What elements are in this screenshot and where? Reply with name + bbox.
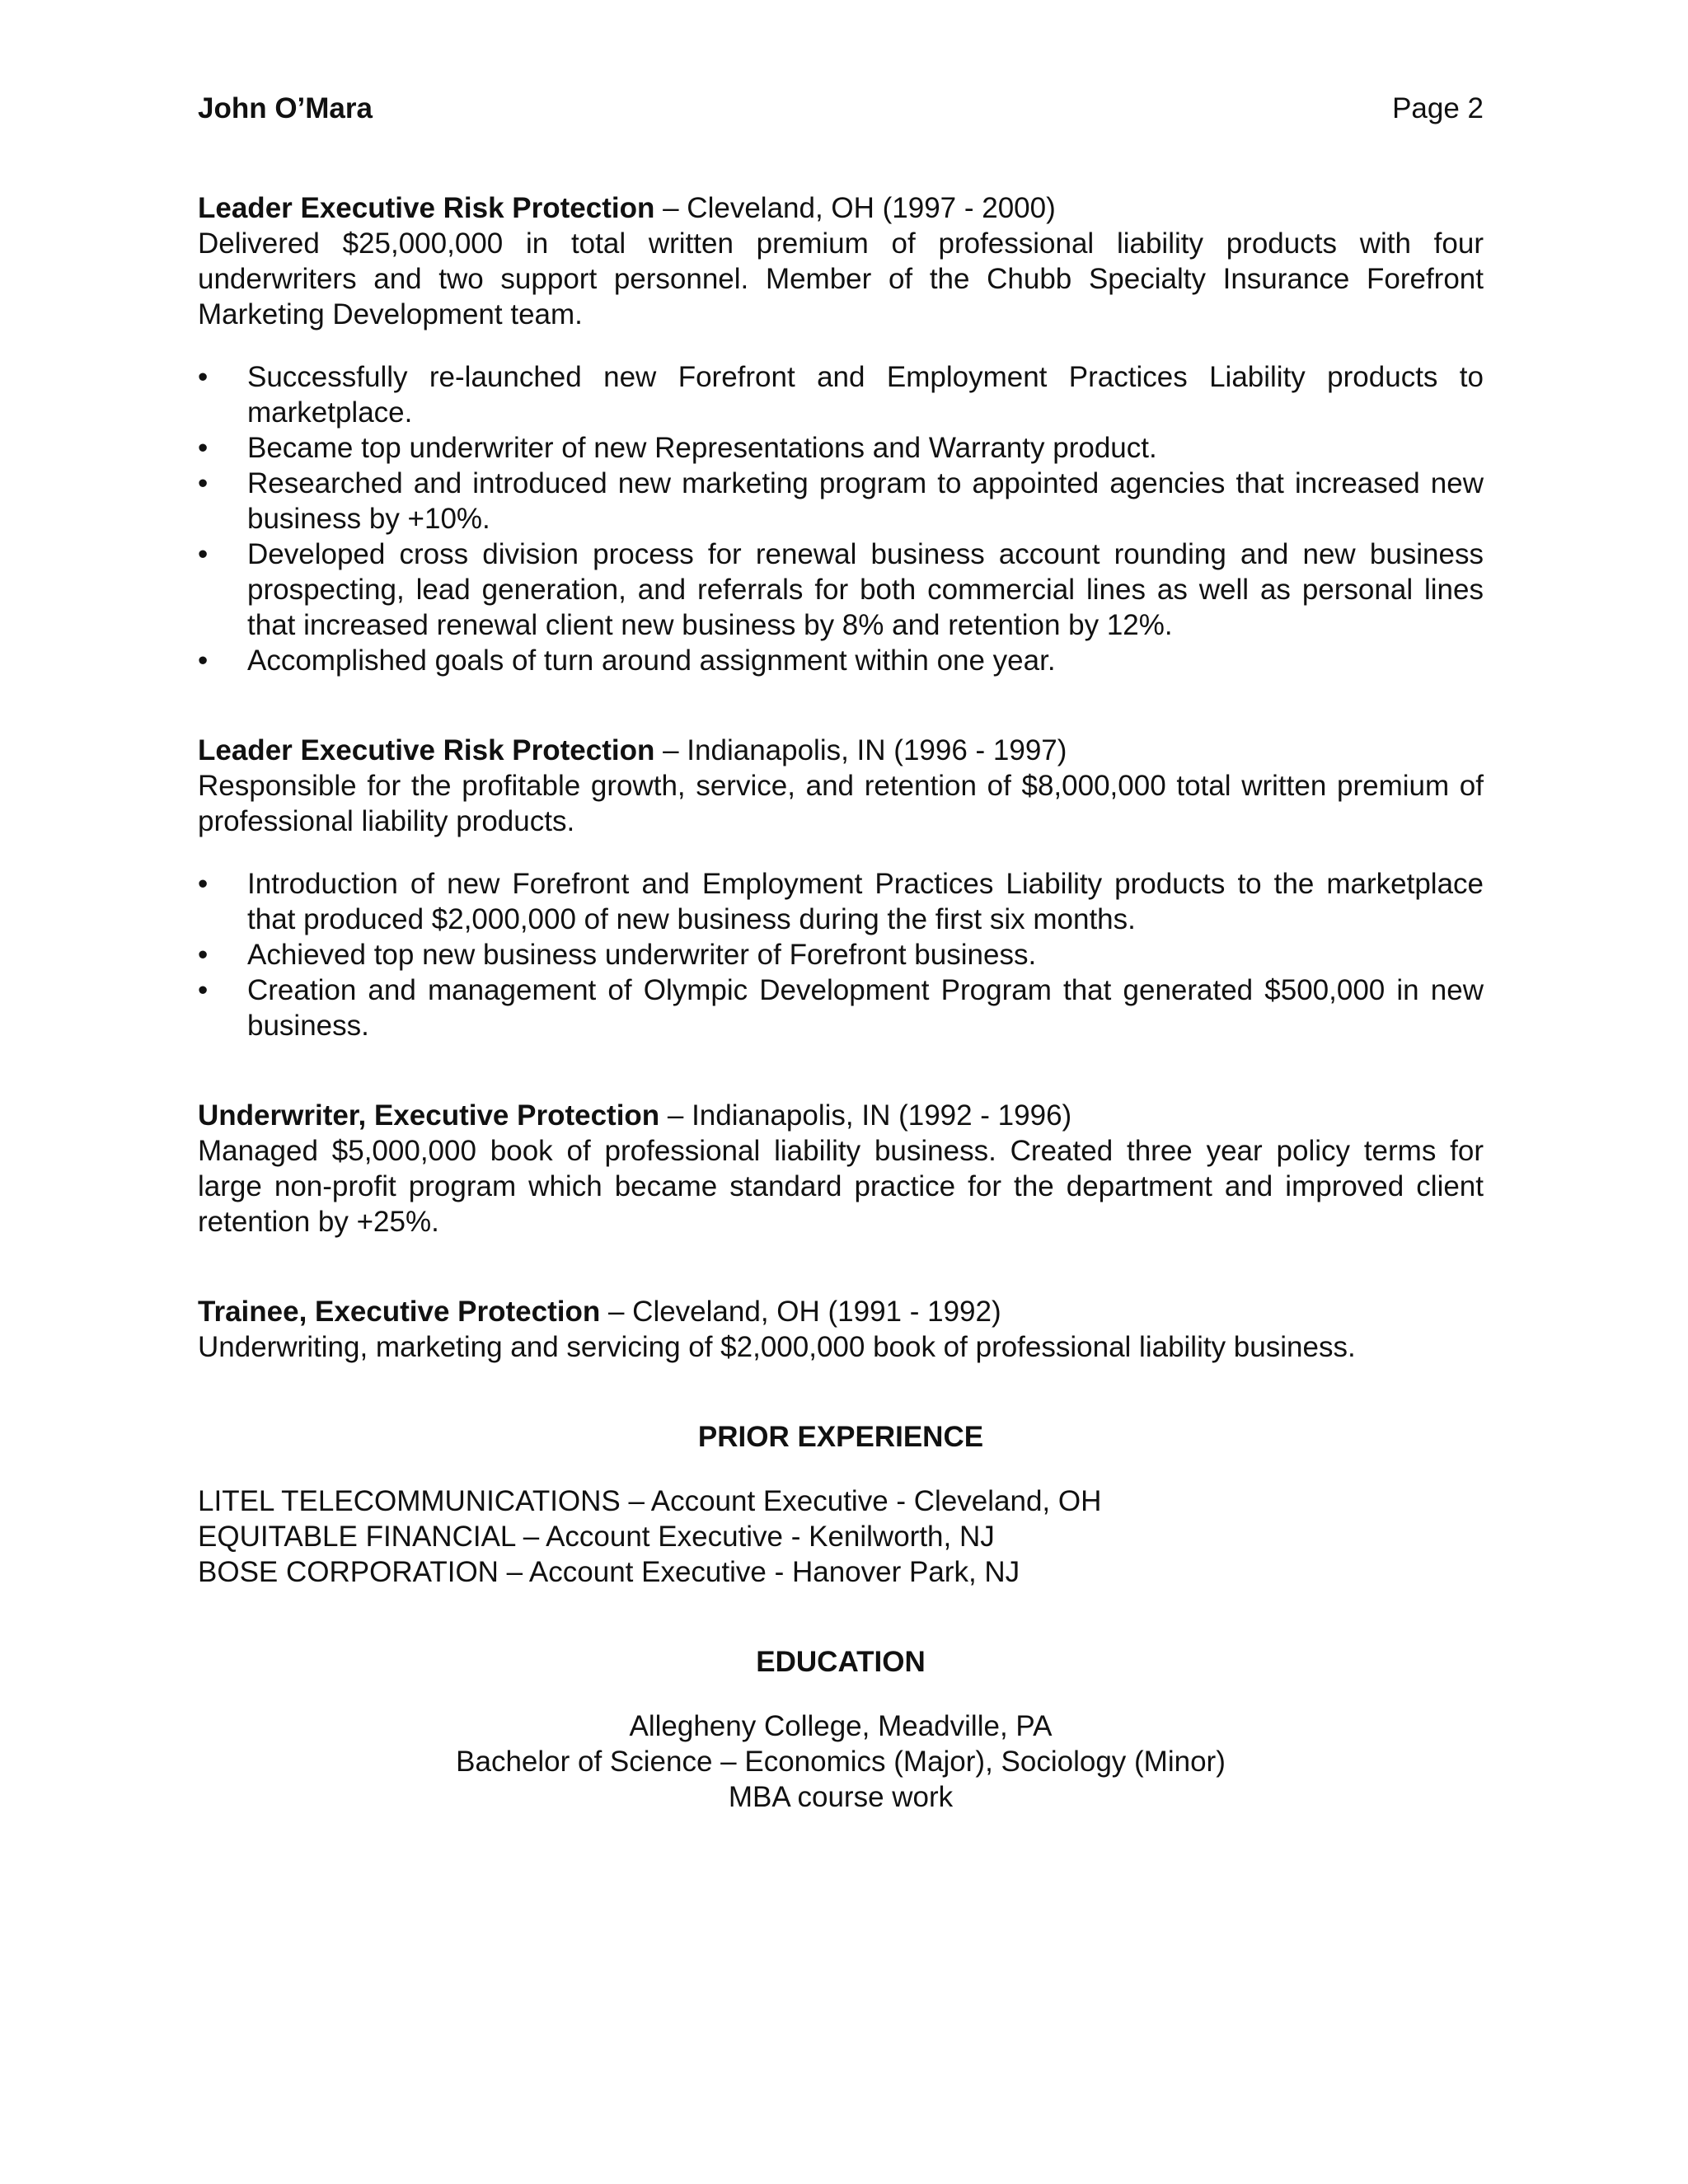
- list-item-text: Achieved top new business underwriter of Forefront business.: [247, 939, 1037, 971]
- education-school: Allegheny College, Meadville, PA: [629, 1710, 1053, 1742]
- list-item-text: Became top underwriter of new Representations and Warranty product.: [247, 432, 1157, 464]
- list-item: [198, 937, 1484, 972]
- bullet-icon: •: [198, 974, 209, 1006]
- job-achievements: [198, 866, 1484, 1043]
- job-entry: [198, 190, 1484, 678]
- list-item: [198, 359, 1484, 430]
- job-title: Underwriter, Executive Protection: [198, 1099, 660, 1132]
- prior-experience-list: [198, 1483, 1484, 1590]
- page-number: Page 2: [1392, 92, 1484, 124]
- resume-page: [198, 91, 1484, 1815]
- job-title: Trainee, Executive Protection: [198, 1296, 601, 1328]
- bullet-icon: •: [198, 644, 209, 677]
- list-item: [198, 972, 1484, 1043]
- education-coursework: MBA course work: [728, 1781, 954, 1813]
- list-item: [198, 466, 1484, 537]
- job-description: Underwriting, marketing and servicing of $2,000,000 book of professional liability business.: [198, 1331, 1356, 1363]
- job-entry: [198, 733, 1484, 1043]
- list-item: [198, 430, 1484, 466]
- job-location-dates: – Indianapolis, IN (1996 - 1997): [654, 734, 1067, 766]
- job-location-dates: – Cleveland, OH (1997 - 2000): [654, 192, 1056, 224]
- page-header: [198, 91, 1484, 126]
- bullet-icon: •: [198, 868, 209, 900]
- education-details: [198, 1708, 1484, 1815]
- job-heading: [198, 1294, 1484, 1329]
- education-degree: Bachelor of Science – Economics (Major), Sociology (Minor): [456, 1746, 1226, 1778]
- job-entry: [198, 1098, 1484, 1240]
- list-item-text: Successfully re-launched new Forefront and Employment Practices Liability products to marketplace.: [247, 361, 1484, 429]
- job-description: Managed $5,000,000 book of professional liability business. Created three year policy terms for large non-profit program which became standard practice for the department and improved client retention by +25%.: [198, 1135, 1484, 1238]
- job-achievements: [198, 359, 1484, 678]
- candidate-name: John O’Mara: [198, 92, 373, 124]
- list-item-text: Accomplished goals of turn around assignment within one year.: [247, 644, 1056, 677]
- list-item: EQUITABLE FINANCIAL – Account Executive - Kenilworth, NJ: [198, 1521, 995, 1553]
- job-heading: [198, 190, 1484, 226]
- bullet-icon: •: [198, 432, 209, 464]
- job-title: Leader Executive Risk Protection: [198, 192, 655, 224]
- bullet-icon: •: [198, 538, 209, 570]
- list-item: BOSE CORPORATION – Account Executive - Hanover Park, NJ: [198, 1556, 1020, 1588]
- job-description: Delivered $25,000,000 in total written premium of professional liability products with four underwriters and two support personnel. Member of the Chubb Specialty Insurance Forefront Marketing Development team.: [198, 227, 1484, 330]
- bullet-icon: •: [198, 361, 209, 393]
- prior-experience-heading: PRIOR EXPERIENCE: [697, 1421, 984, 1453]
- job-entry: [198, 1294, 1484, 1365]
- job-location-dates: – Cleveland, OH (1991 - 1992): [600, 1296, 1001, 1328]
- job-location-dates: – Indianapolis, IN (1992 - 1996): [659, 1099, 1072, 1132]
- list-item: [198, 643, 1484, 678]
- job-description: Responsible for the profitable growth, service, and retention of $8,000,000 total written premium of professional liability products.: [198, 770, 1484, 837]
- education-heading: EDUCATION: [756, 1646, 926, 1678]
- bullet-icon: •: [198, 939, 209, 971]
- list-item-text: Creation and management of Olympic Development Program that generated $500,000 in new business.: [247, 974, 1484, 1042]
- list-item: [198, 537, 1484, 643]
- list-item: [198, 866, 1484, 937]
- job-heading: [198, 1098, 1484, 1133]
- job-heading: [198, 733, 1484, 768]
- job-title: Leader Executive Risk Protection: [198, 734, 655, 766]
- list-item-text: Introduction of new Forefront and Employment Practices Liability products to the marketplace that produced $2,000,000 of new business during the first six months.: [247, 868, 1484, 935]
- list-item: LITEL TELECOMMUNICATIONS – Account Executive - Cleveland, OH: [198, 1485, 1102, 1517]
- list-item-text: Developed cross division process for renewal business account rounding and new business prospecting, lead generation, and referrals for both commercial lines as well as personal lines that increased renewal client new business by 8% and retention by 12%.: [247, 538, 1484, 641]
- bullet-icon: •: [198, 467, 209, 499]
- list-item-text: Researched and introduced new marketing program to appointed agencies that increased new business by +10%.: [247, 467, 1484, 535]
